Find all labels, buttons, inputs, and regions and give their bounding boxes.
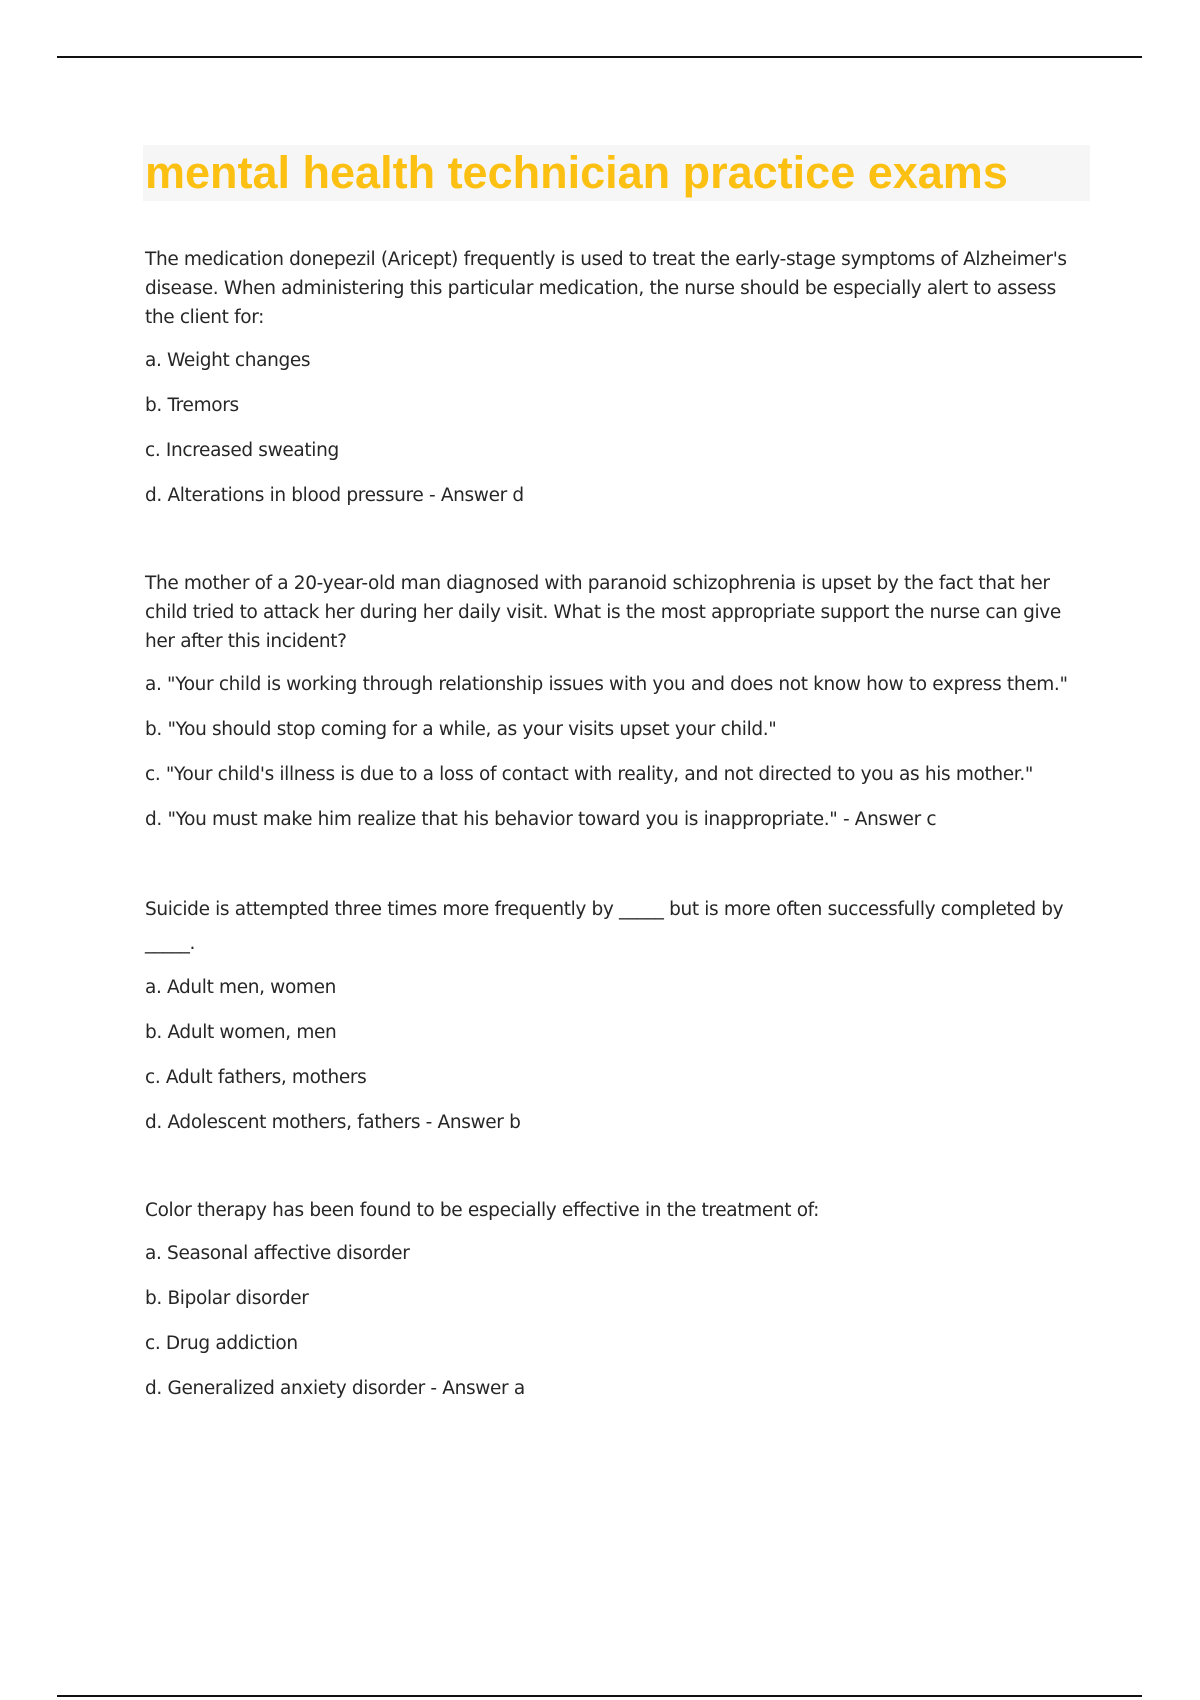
answer-option: a. Seasonal affective disorder [145, 1243, 410, 1264]
answer-option: d. Generalized anxiety disorder - Answer a [145, 1378, 525, 1399]
answer-option: c. "Your child's illness is due to a loss of contact with reality, and not directed to you as his mother." [145, 764, 1034, 785]
question-text: Suicide is attempted three times more frequently by _____ but is more often successfully completed by _____. [145, 899, 1064, 954]
page-bottom-rule [57, 1695, 1142, 1697]
answer-option: b. "You should stop coming for a while, as your visits upset your child." [145, 719, 777, 740]
answer-option: d. Adolescent mothers, fathers - Answer b [145, 1112, 521, 1133]
question-2 [145, 569, 1085, 850]
answer-option: d. "You must make him realize that his behavior toward you is inappropriate." - Answer c [145, 809, 937, 830]
question-4 [145, 1196, 1085, 1419]
answer-option: c. Adult fathers, mothers [145, 1067, 367, 1088]
question-1 [145, 245, 1085, 526]
answer-option: b. Bipolar disorder [145, 1288, 309, 1309]
answer-option: a. "Your child is working through relationship issues with you and does not know how to express them." [145, 674, 1068, 695]
answer-option: c. Increased sweating [145, 440, 339, 461]
question-text: The medication donepezil (Aricept) frequently is used to treat the early-stage symptoms of Alzheimer's disease. When administering this particular medication, the nurse should be especially alert to assess the client for: [145, 249, 1067, 328]
question-text: The mother of a 20-year-old man diagnosed with paranoid schizophrenia is upset by the fact that her child tried to attack her during her daily visit. What is the most appropriate support the nurse can give her after this incident? [145, 573, 1061, 652]
answer-option: a. Adult men, women [145, 977, 336, 998]
page-top-rule [57, 56, 1142, 58]
answer-option: a. Weight changes [145, 350, 311, 371]
question-text: Color therapy has been found to be especially effective in the treatment of: [145, 1200, 820, 1221]
answer-option: b. Adult women, men [145, 1022, 337, 1043]
question-list [145, 245, 1085, 1462]
document-title: mental health technician practice exams [145, 147, 1008, 198]
question-3 [145, 893, 1085, 1153]
answer-option: b. Tremors [145, 395, 239, 416]
answer-option: c. Drug addiction [145, 1333, 298, 1354]
answer-option: d. Alterations in blood pressure - Answer d [145, 485, 524, 506]
